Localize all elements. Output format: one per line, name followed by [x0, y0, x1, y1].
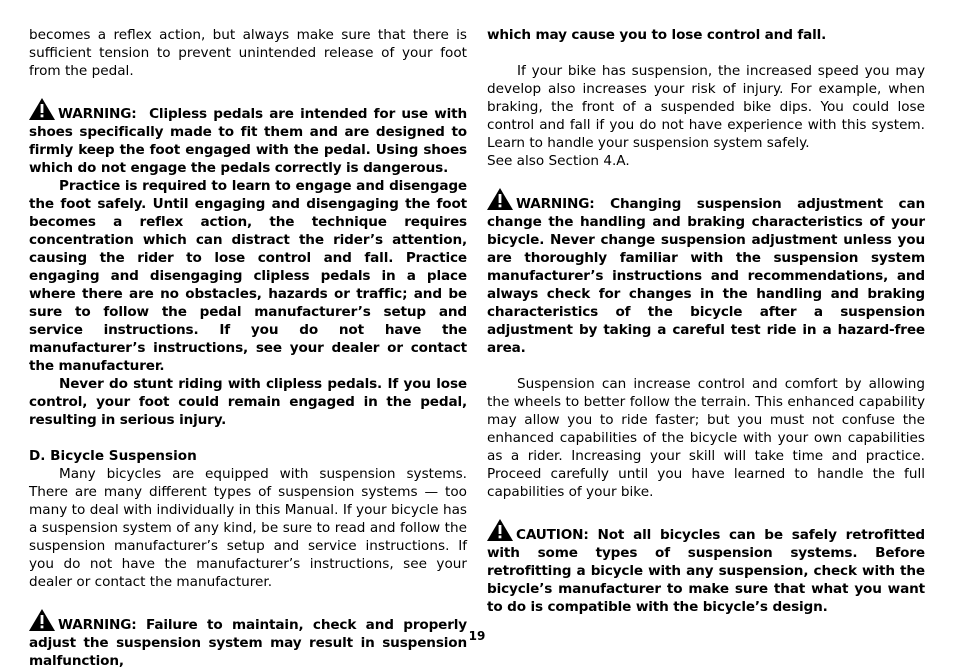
see-also: See also Section 4.A.	[487, 153, 630, 169]
caution-text: Not all bicycles can be safely retrofitted with some types of suspension systems. Before retrofitting a bicycle with any suspension, check with the bicycle’s manufacturer to make sure that what you want to do is compatible with the bicycle’s design.	[487, 527, 925, 615]
section-heading: D. Bicycle Suspension	[29, 448, 197, 464]
caution-retrofitting	[487, 519, 925, 616]
warning-paragraph: Never do stunt riding with clipless pedals. If you lose control, your foot could remain engaged in the pedal, resulting in serious injury.	[29, 376, 467, 428]
paragraph: Many bicycles are equipped with suspension systems. There are many different types of suspension systems — too many to deal with individually in this Manual. If your bicycle has a suspension system of any kind, be sure to read and follow the suspension manufacturer’s setup and service instructions. If you do not have the manufacturer’s instructions, see your dealer or contact the manufacturer.	[29, 466, 467, 590]
paragraph: becomes a reflex action, but always make sure that there is sufficient tension to prevent unintended release of your foot from the pedal.	[29, 27, 467, 79]
paragraph: If your bike has suspension, the increased speed you may develop also increases your risk of injury. For example, when braking, the front of a suspended bike dips. You could lose control and fall if you do not have experience with this system. Learn to handle your suspension system safely.	[487, 63, 925, 151]
warning-label: WARNING:	[516, 196, 595, 212]
paragraph: Suspension can increase control and comfort by allowing the wheels to better follow the terrain. This enhanced capability may allow you to ride faster; but you must not confuse the enhanced capabilities of the bicycle with your own capabilities as a rider. Increasing your skill will take time and practice. Proceed carefully until you have learned to handle the full capabilities of your bike.	[487, 376, 925, 500]
warning-clipless-pedals	[29, 98, 467, 177]
warning-suspension-adjustment	[487, 188, 925, 357]
warning-label: WARNING:	[58, 617, 137, 633]
warning-triangle-icon	[29, 609, 55, 631]
warning-continuation: which may cause you to lose control and fall.	[487, 27, 827, 43]
page-number: 19	[468, 629, 486, 643]
warning-text: Clipless pedals are intended for use with shoes specifically made to fit them and are designed to firmly keep the foot engaged with the pedal. Using shoes which do not engage the pedals correctly is dangerous.	[29, 106, 467, 176]
warning-label: WARNING:	[58, 106, 137, 122]
warning-triangle-icon	[29, 98, 55, 120]
left-column	[29, 26, 467, 670]
warning-triangle-icon	[487, 519, 513, 541]
caution-label: CAUTION:	[516, 527, 589, 543]
warning-paragraph: Practice is required to learn to engage and disengage the foot safely. Until engaging and disengaging the foot becomes a reflex action, the technique requires concentration which can distract the rider’s attention, causing the rider to lose control and fall. Practice engaging and disengaging clipless pedals in a place where there are no obstacles, hazards or traffic; and be sure to follow the pedal manufacturer’s setup and service instructions. If you do not have the manufacturer’s instructions, see your dealer or contact the manufacturer.	[29, 178, 467, 374]
warning-text: Failure to maintain, check and properly adjust the suspension system may result in suspension malfunction,	[29, 617, 467, 669]
warning-triangle-icon	[487, 188, 513, 210]
right-column	[487, 26, 925, 616]
warning-text: Changing suspension adjustment can change the handling and braking characteristics of your bicycle. Never change suspension adjustment unless you are thoroughly familiar with the suspension system manufacturer’s instructions and recommendations, and always check for changes in the handling and braking characteristics of the bicycle after a suspension adjustment by taking a careful test ride in a hazard-free area.	[487, 196, 925, 356]
